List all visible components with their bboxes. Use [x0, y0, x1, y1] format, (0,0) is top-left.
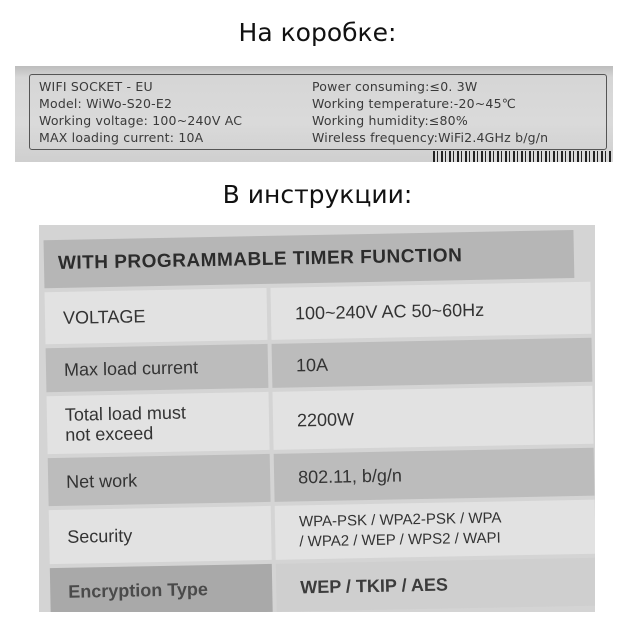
row-value: 802.11, b/g/n — [274, 448, 595, 502]
row-label: Security — [49, 506, 272, 564]
box-label-current: MAX loading current: 10A — [39, 130, 204, 145]
table-row — [45, 282, 592, 344]
row-label: Max load current — [46, 344, 269, 392]
box-label-voltage: Working voltage: 100~240V AC — [39, 113, 243, 128]
box-label-humidity: Working humidity:≤80% — [312, 113, 468, 128]
box-label-model: Model: WiWo-S20-E2 — [39, 96, 173, 111]
row-label: Net work — [48, 454, 271, 506]
manual-caption: В инструкции: — [222, 180, 413, 209]
manual-photo — [39, 225, 595, 612]
box-label-product: WIFI SOCKET - EU — [39, 79, 153, 94]
box-label-temperature: Working temperature:-20~45℃ — [312, 96, 516, 111]
row-label: Encryption Type — [50, 564, 273, 612]
manual-table — [39, 225, 595, 612]
row-value: 100~240V AC 50~60Hz — [270, 282, 591, 340]
box-caption: На коробке: — [238, 18, 397, 47]
box-label-frequency: Wireless frequency:WiFi2.4GHz b/g/n — [312, 130, 549, 145]
table-row — [46, 338, 593, 392]
row-value: WEP / TKIP / AES — [276, 558, 595, 612]
table-row — [50, 558, 595, 612]
table-row — [47, 386, 594, 454]
row-label: VOLTAGE — [45, 288, 268, 344]
row-value: WPA-PSK / WPA2-PSK / WPA / WPA2 / WEP / WPS2 / WAPI — [275, 500, 595, 560]
box-label-power: Power consuming:≤0. 3W — [312, 79, 478, 94]
barcode — [433, 151, 613, 162]
box-label-photo — [15, 66, 613, 162]
row-value: 2200W — [272, 386, 593, 450]
table-row — [48, 448, 595, 506]
manual-title: WITH PROGRAMMABLE TIMER FUNCTION — [44, 230, 575, 288]
row-value: 10A — [272, 338, 593, 388]
table-row — [49, 500, 595, 564]
row-label: Total load must not exceed — [47, 392, 270, 454]
